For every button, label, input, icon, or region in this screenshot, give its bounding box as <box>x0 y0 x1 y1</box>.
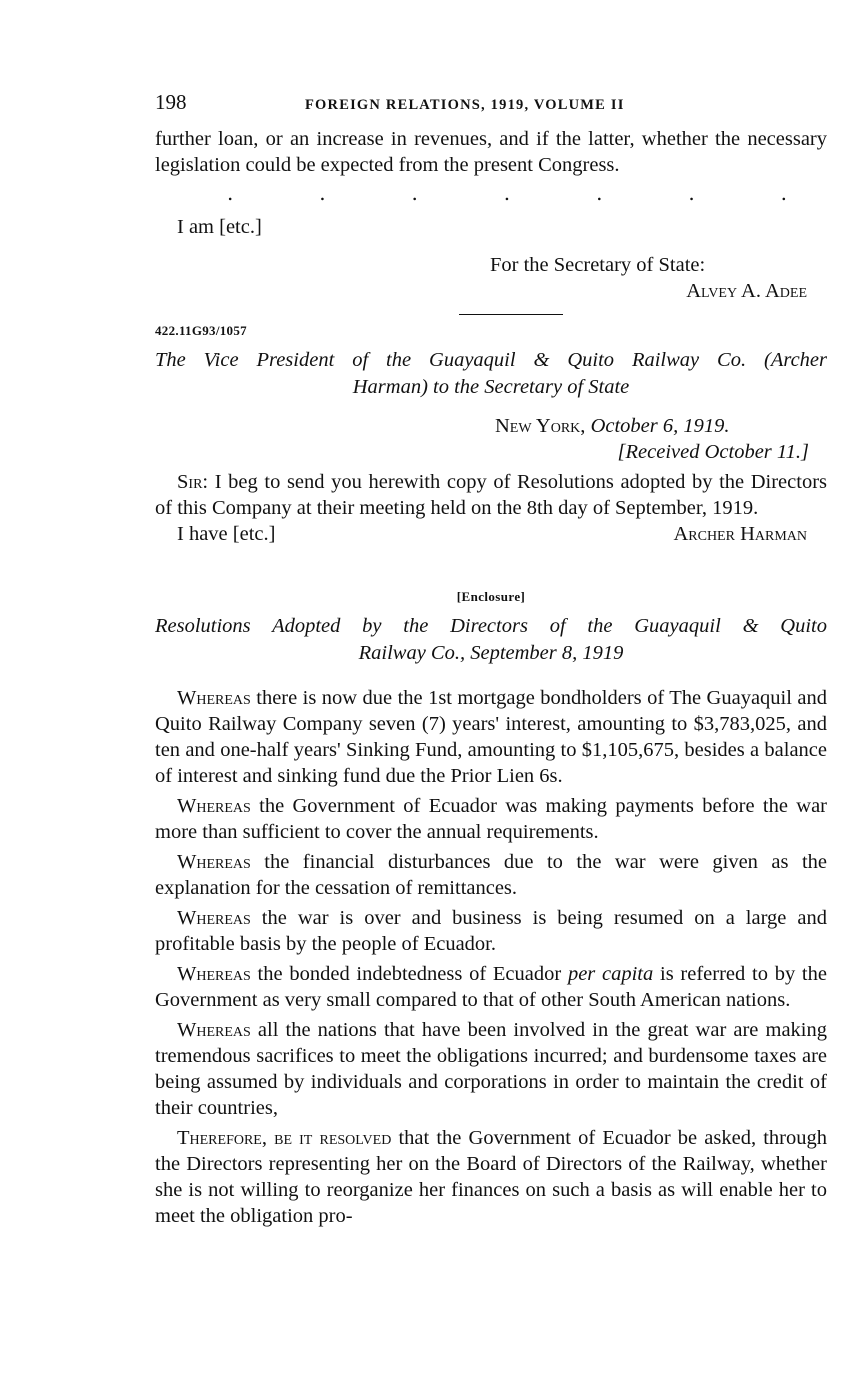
closing-2: I have [etc.] <box>177 523 276 545</box>
signer-name: Archer Harman <box>673 523 807 545</box>
ellipsis-row <box>155 180 827 206</box>
running-title: FOREIGN RELATIONS, 1919, VOLUME II <box>305 97 625 113</box>
page-header <box>155 90 827 120</box>
resolution-paragraph: Whereas there is now due the 1st mortgage bondholders of The Guayaquil and Quito Railway Company seven (7) years' interest, amounting to $3,783,025, and ten and one-half years' Sinking Fund, amounting to $1,105,675, besides a balance of interest and sinking fund due the Prior Lien 6s. <box>155 687 827 787</box>
place: New York, <box>495 415 586 437</box>
date: October 6, 1919. <box>590 415 730 437</box>
signature-1-line1: For the Secretary of State: <box>490 254 706 276</box>
page-number: 198 <box>155 90 187 114</box>
salutation: Sir: <box>177 471 209 493</box>
ellipsis-dot: . <box>503 181 511 205</box>
resolution-paragraph: Whereas all the nations that have been involved in the great war are making tremendous sacrifices to meet the obligations incurred; and burdensome taxes are being assumed by individuals and corporations in order to maintain the credit of their countries, <box>155 1019 827 1119</box>
letter-body-text: I beg to send you herewith copy of Resolutions adopted by the Directors of this Company at their meeting held on the 8th day of September, 1919. <box>155 471 828 519</box>
resolution-paragraph: Therefore, be it resolved that the Government of Ecuador be asked, through the Directors representing her on the Board of Directors of the Railway, whether she is not willing to reorganize her finances on such a basis as will enable her to meet the obligation pro- <box>155 1127 827 1227</box>
resolutions <box>155 685 827 1229</box>
enclosure-title <box>155 613 827 667</box>
file-number: 422.11G93/1057 <box>155 323 247 338</box>
document-title-line2: Harman) to the Secretary of State <box>352 376 630 398</box>
closing-signature-row <box>155 521 827 547</box>
enclosure-title-line1: Resolutions Adopted by the Directors of the Guayaquil & Quito <box>155 615 827 637</box>
ellipsis-dot: . <box>780 181 787 205</box>
dateline <box>155 413 827 465</box>
enclosure-label: [Enclosure] <box>456 589 526 604</box>
resolution-paragraph: Whereas the Government of Ecuador was making payments before the war more than sufficient to cover the annual requirements. <box>155 795 827 843</box>
resolution-paragraph: Whereas the financial disturbances due to the war were given as the explanation for the cessation of remittances. <box>155 851 827 899</box>
ellipsis-dot: . <box>319 181 326 205</box>
divider-rule <box>155 314 827 315</box>
resolution-paragraph: Whereas the war is over and business is being resumed on a large and profitable basis by the people of Ecuador. <box>155 907 827 955</box>
ellipsis-dot: . <box>227 181 234 205</box>
enclosure-title-line2: Railway Co., September 8, 1919 <box>358 642 624 664</box>
letter-body <box>155 469 827 521</box>
ellipsis-dot: . <box>688 181 695 205</box>
received-date: [Received October 11.] <box>617 441 809 463</box>
ellipsis-dot: . <box>411 181 418 205</box>
signature-1-name: Alvey A. Adee <box>686 280 807 302</box>
intro-paragraph: further loan, or an increase in revenues, and if the latter, whether the necessary legislation could be expected from the present Congress. <box>155 128 827 176</box>
document-page <box>155 90 827 1229</box>
resolution-paragraph: Whereas the bonded indebtedness of Ecuador per capita is referred to by the Government as very small compared to that of other South American nations. <box>155 963 827 1011</box>
document-title-line1: The Vice President of the Guayaquil & Quito Railway Co. (Archer <box>155 349 827 371</box>
signature-block-1 <box>155 252 827 304</box>
closing-1: I am [etc.] <box>177 216 262 238</box>
document-title <box>155 347 827 401</box>
ellipsis-dot: . <box>596 181 603 205</box>
